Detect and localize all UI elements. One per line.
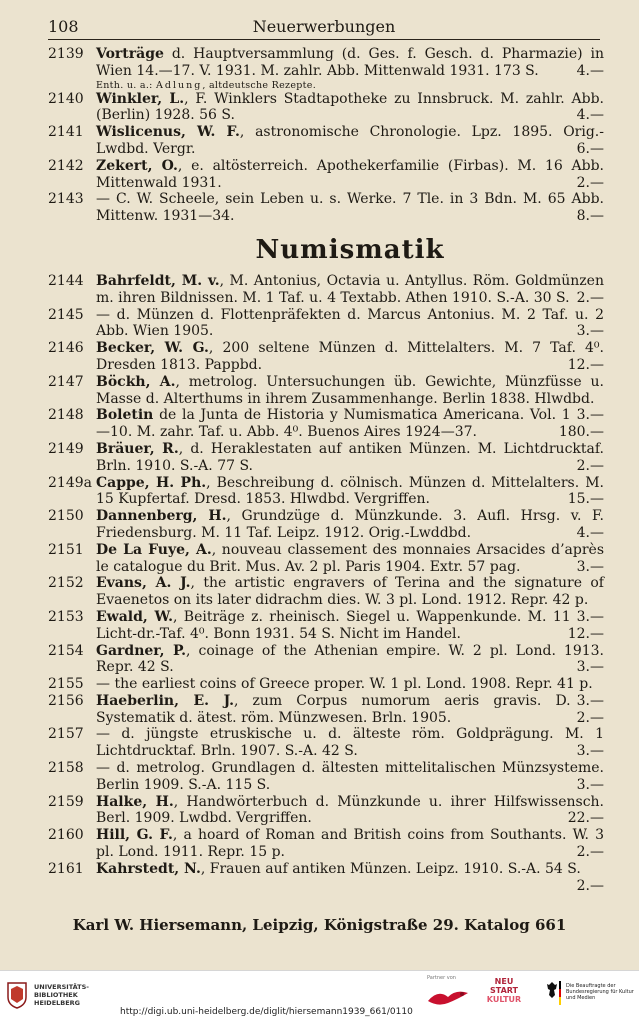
entry-number: 2148 (48, 407, 84, 424)
entry-price: 3.— (576, 407, 604, 424)
entry-description: — C. W. Scheele, sein Leben u. s. Werke. 7 Tle. in 3 Bdn. M. 65 Abb. Mittenw. 1931—34. (96, 191, 604, 225)
entry-number: 2139 (48, 46, 84, 62)
catalog-entry (48, 46, 604, 91)
catalog-entry (48, 407, 604, 441)
bkm-text: Die Beauftragte der Bundesregierung für Kultur und Medien (566, 983, 634, 1001)
logo-line-3: HEIDELBERG (34, 999, 81, 1007)
neustart-line-3: KULTUR (486, 995, 522, 1004)
entry-price: 2.— (576, 844, 604, 861)
entry-price: 22.— (567, 810, 604, 827)
entry-number: 2159 (48, 793, 84, 810)
entry-description: , Beschreibung d. cölnisch. Münzen d. Mittelalters. M. 15 Kupfertaf. Dresd. 1853. Hlwdbd. Vergriffen. (96, 474, 604, 508)
catalog-entries (48, 46, 604, 894)
entry-author: Evans, A. J. (96, 575, 191, 592)
entry-description: , a hoard of Roman and British coins from Southants. W. 3 pl. Lond. 1911. Repr. 15 p. (96, 827, 604, 861)
entry-author: Halke, H. (96, 793, 174, 810)
entry-text (96, 609, 604, 643)
entry-author: Becker, W. G. (96, 340, 209, 357)
entry-price: 2.— (576, 457, 604, 474)
entry-text (96, 475, 604, 509)
entry-text (96, 508, 604, 542)
neustart-line-1: NEU (494, 977, 514, 986)
entry-text (96, 273, 604, 307)
entry-description: , M. Antonius, Octavia u. Antyllus. Röm. Goldmünzen m. ihren Bildnissen. M. 1 Taf. u. 4 Textabb. Athen 1910. S.-A. 30 S. (96, 272, 604, 306)
entry-description: , zum Corpus numorum aeris gravis. D. Systematik d. ätest. röm. Münzwesen. Brln. 1905. (96, 692, 571, 726)
catalog-entry (48, 475, 604, 509)
catalog-entry (48, 508, 604, 542)
catalog-entry (48, 273, 604, 307)
entry-text (96, 726, 604, 760)
entry-number: 2150 (48, 508, 84, 525)
entry-number: 2153 (48, 608, 84, 625)
permalink-url[interactable]: http://digi.ub.uni-heidelberg.de/diglit/hiersemann1939_661/0110 (120, 1007, 413, 1017)
logo-line-2: BIBLIOTHEK (34, 991, 78, 999)
catalog-entry (48, 124, 604, 158)
entry-text (96, 760, 604, 794)
entry-price: 3.— (576, 743, 604, 760)
catalog-entry (48, 760, 604, 794)
entry-price: 3.— (576, 323, 604, 340)
catalog-entry (48, 91, 604, 125)
viewer-footer-bar (0, 970, 639, 1021)
heidelberg-crest-icon (6, 981, 28, 1009)
entry-price: 6.— (576, 140, 604, 157)
federal-eagle-icon (546, 981, 558, 999)
entry-description: , the artistic engravers of Terina and the signature of Evaenetos on its later didrachm dies. W. 3 pl. Lond. 1912. Repr. 42 p. (96, 575, 604, 609)
catalog-entry (48, 794, 604, 828)
entry-price: 3.— (576, 608, 604, 625)
note-spaced: Adlung (156, 79, 203, 91)
entry-number: 2155 (48, 676, 84, 693)
entry-author: Dannenberg, H. (96, 508, 227, 525)
entry-description: , Frauen auf antiken Münzen. Leipz. 1910. S.-A. 54 S. (200, 860, 581, 877)
entry-note (96, 80, 604, 91)
entry-price: 2.— (576, 289, 604, 306)
entry-number: 2142 (48, 157, 84, 174)
university-library-logo[interactable] (6, 979, 126, 1013)
entry-price: 2.— (576, 709, 604, 726)
entry-number: 2158 (48, 760, 84, 777)
bkm-logo[interactable] (546, 981, 634, 1011)
catalog-entry (48, 542, 604, 576)
entry-author: Kahrstedt, N. (96, 860, 201, 877)
catalog-entry (48, 609, 604, 643)
page-header (48, 17, 600, 40)
entries-top (48, 46, 604, 225)
entry-description: , 200 seltene Münzen d. Mittelalters. M. 7 Taf. 4⁰. Dresden 1813. Pappbd. (96, 340, 604, 373)
partner-bird-logo-icon[interactable] (422, 985, 474, 1009)
entry-text (96, 158, 604, 192)
entry-number: 2140 (48, 90, 84, 107)
entry-number: 2154 (48, 642, 84, 659)
entry-description: , d. Heraklestaten auf antiken Münzen. M. Lichtdrucktaf. Brln. 1910. S.-A. 77 S. (96, 440, 604, 474)
catalog-entry (48, 307, 604, 341)
entry-text (96, 441, 604, 475)
page-number: 108 (48, 17, 79, 36)
entry-price: 3.— (576, 659, 604, 676)
note-prefix: Enth. u. a.: (96, 79, 156, 91)
partner-label: Partner von (427, 975, 456, 981)
entry-description: — d. Münzen d. Flottenpräfekten d. Marcus Antonius. M. 2 Taf. u. 2 Abb. Wien 1905. (96, 306, 604, 340)
entry-price: 3.— (576, 558, 604, 575)
entry-text (96, 827, 604, 861)
entry-author: Bräuer, R. (96, 440, 179, 457)
catalog-entry (48, 643, 604, 677)
entry-text (96, 407, 604, 441)
entry-author: Böckh, A. (96, 373, 176, 390)
entry-price: 3.— (576, 776, 604, 793)
entry-price: 12.— (567, 625, 604, 642)
entry-number: 2146 (48, 340, 84, 357)
entry-number: 2149 (48, 440, 84, 457)
entry-price: 12.— (567, 356, 604, 373)
entry-text (96, 307, 604, 341)
entry-number: 2161 (48, 860, 84, 877)
entry-description: , Beiträge z. rheinisch. Siegel u. Wappenkunde. M. 11 Licht-dr.-Taf. 4⁰. Bonn 1931. 54 S. Nicht im Handel. (96, 608, 571, 642)
entry-text (96, 794, 604, 828)
page-title: Neuerwerbungen (252, 17, 396, 36)
entry-author: De La Fuye, A. (96, 541, 212, 558)
entry-description: — the earliest coins of Greece proper. W. 1 pl. Lond. 1908. Repr. 41 p. (96, 676, 593, 693)
catalog-entry (48, 158, 604, 192)
entry-price: 2.— (576, 174, 604, 191)
note-suffix: , altdeutsche Rezepte. (202, 79, 317, 91)
entry-text (96, 693, 604, 727)
entry-author: Ewald, W. (96, 608, 173, 625)
logo-line-1: UNIVERSITÄTS- (34, 983, 89, 991)
entry-text (96, 340, 604, 374)
catalog-entry (48, 340, 604, 374)
entry-number: 2147 (48, 373, 84, 390)
entry-price: 15.— (567, 491, 604, 508)
catalog-entry (48, 726, 604, 760)
entry-description: , astronomische Chronologie. Lpz. 1895. Orig.-Lwdbd. Vergr. (96, 124, 604, 157)
entry-author: Boletin (96, 407, 154, 424)
entry-number: 2160 (48, 827, 84, 844)
entry-number: 2141 (48, 124, 84, 141)
entry-text (96, 860, 604, 894)
neustart-kultur-logo[interactable] (476, 977, 532, 1013)
entry-number: 2156 (48, 692, 84, 709)
entry-price: 4.— (576, 107, 604, 124)
catalog-entry (48, 693, 604, 727)
german-flag-icon (559, 981, 561, 1005)
entry-number: 2157 (48, 726, 84, 743)
entry-price: 2.— (576, 877, 604, 894)
entry-author: Winkler, L. (96, 90, 185, 107)
entry-number: 2145 (48, 306, 84, 323)
entry-number: 2152 (48, 575, 84, 592)
entry-price: 4.— (576, 524, 604, 541)
entry-text (96, 643, 604, 677)
entry-number: 2151 (48, 541, 84, 558)
entry-text (96, 91, 604, 125)
entry-description: , nouveau classement des monnaies Arsacides d’après le catalogue du Brit. Mus. Av. 2 pl. Paris 1904. Extr. 57 pag. (96, 541, 605, 575)
entry-number: 2149a (48, 474, 92, 491)
catalog-entry (48, 441, 604, 475)
entry-description: , F. Winklers Stadtapotheke zu Innsbruck. M. zahlr. Abb. (Berlin) 1928. 56 S. (96, 90, 604, 124)
entry-author: Haeberlin, E. J. (96, 692, 234, 709)
logo-text (34, 983, 89, 1007)
entry-description: , metrolog. Untersuchungen üb. Gewichte, Münzfüsse u. Masse d. Alterthums in ihrem Zusammenhange. Berlin 1838. Hlwdbd. (96, 373, 604, 407)
entry-number: 2143 (48, 191, 84, 208)
entry-author: Vorträge (96, 46, 164, 62)
entry-text (96, 542, 604, 576)
entry-description: , coinage of the Athenian empire. W. 2 pl. Lond. 1913. Repr. 42 S. (96, 642, 604, 676)
entry-description: — d. metrolog. Grundlagen d. ältesten mittelitalischen Münzsysteme. Berlin 1909. S.-A. 115 S. (96, 760, 604, 793)
catalog-entry (48, 860, 604, 894)
entry-author: Zekert, O. (96, 157, 178, 174)
entry-author: Hill, G. F. (96, 827, 173, 844)
entry-description: d. Hauptversammlung (d. Ges. f. Gesch. d. Pharmazie) in Wien 14.—17. V. 1931. M. zahlr. Abb. Mittenwald 1931. 173 S. (96, 46, 604, 79)
entry-price: 8.— (576, 208, 604, 225)
entry-description: , Grundzüge d. Münzkunde. 3. Aufl. Hrsg. v. F. Friedensburg. M. 11 Taf. Leipz. 1912. Orig.-Lwddbd. (96, 508, 604, 541)
entry-author: Gardner, P. (96, 642, 187, 659)
entry-price: 3.— (576, 692, 604, 709)
entry-number: 2144 (48, 272, 84, 289)
entry-author: Cappe, H. Ph. (96, 474, 207, 491)
entry-text (96, 191, 604, 225)
section-title: Numismatik (255, 234, 445, 265)
entry-author: Wislicenus, W. F. (96, 124, 240, 141)
entry-price: 180.— (558, 424, 604, 441)
catalog-entry (48, 827, 604, 861)
neustart-line-2: START (489, 986, 519, 995)
entry-description: , Handwörterbuch d. Münzkunde u. ihrer Hilfswissensch. Berl. 1909. Lwdbd. Vergriffen. (96, 793, 605, 827)
entry-author: Bahrfeldt, M. v. (96, 272, 220, 289)
entries-numismatik (48, 272, 605, 894)
entry-text (96, 124, 604, 158)
entry-description: de la Junta de Historia y Numismatica Americana. Vol. 1—10. M. zahr. Taf. u. Abb. 4⁰. Buenos Aires 1924—37. (96, 407, 571, 441)
entry-description: , e. altösterreich. Apothekerfamilie (Firbas). M. 16 Abb. Mittenwald 1931. (96, 157, 604, 191)
entry-text (96, 46, 604, 91)
entry-price: 4.— (576, 62, 604, 79)
entry-description: — d. jüngste etruskische u. d. älteste röm. Goldprägung. M. 1 Lichtdrucktaf. Brln. 1907. S.-A. 42 S. (96, 726, 604, 760)
catalog-entry (48, 191, 604, 225)
publisher-footer: Karl W. Hiersemann, Leipzig, Königstraße 29. Katalog 661 (72, 916, 567, 934)
